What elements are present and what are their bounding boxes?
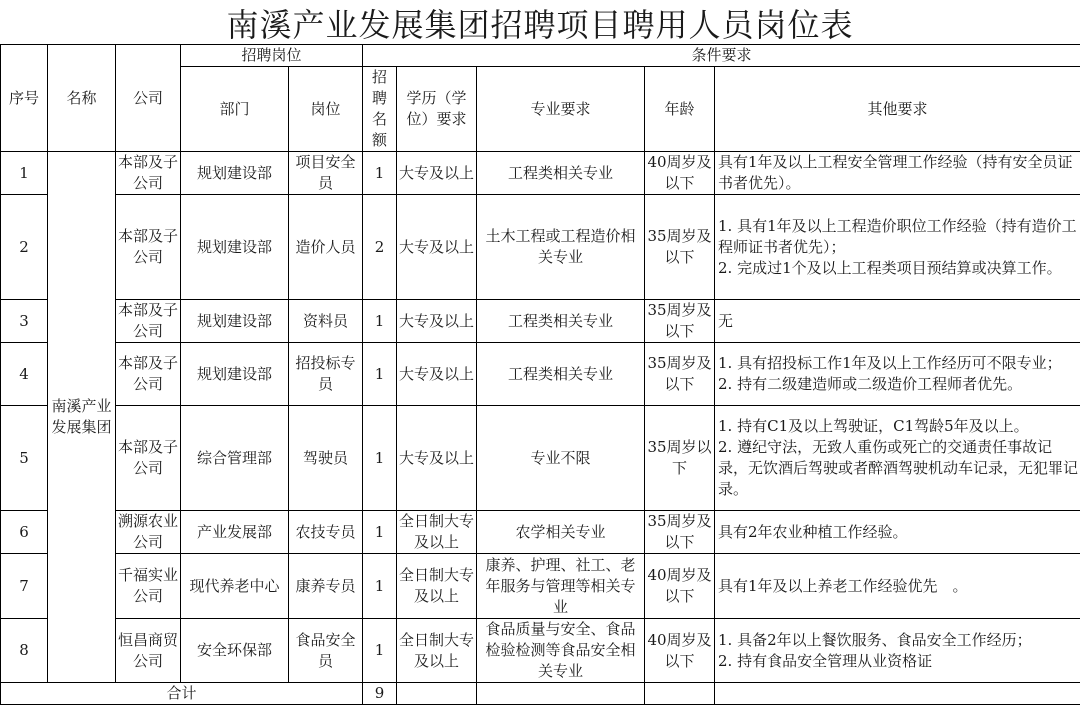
cell-count: 1 — [363, 300, 397, 343]
cell-post: 康养专员 — [289, 554, 363, 619]
cell-no: 3 — [1, 300, 48, 343]
cell-other — [715, 195, 1080, 300]
table-header — [1, 45, 1080, 152]
cell-age: 40周岁及以下 — [645, 554, 715, 619]
cell-other: 具有2年农业种植工作经验。 — [715, 511, 1080, 554]
cell-group-name: 南溪产业发展集团 — [48, 152, 116, 683]
total-value: 9 — [363, 683, 397, 705]
cell-other-text: 1. 具备2年以上餐饮服务、食品安全工作经历； 2. 持有食品安全管理从业资格证 — [718, 630, 1078, 672]
header-other: 其他要求 — [715, 67, 1080, 152]
cell-count: 1 — [363, 343, 397, 406]
cell-other — [715, 406, 1080, 511]
cell-major: 工程类相关专业 — [477, 300, 645, 343]
table-row — [1, 343, 1080, 406]
cell-dept: 规划建设部 — [181, 300, 289, 343]
cell-age: 35周岁及以下 — [645, 343, 715, 406]
header-company: 公司 — [116, 45, 181, 152]
cell-edu: 大专及以上 — [397, 195, 477, 300]
cell-company: 恒昌商贸公司 — [116, 619, 181, 683]
cell-company: 本部及子公司 — [116, 343, 181, 406]
cell-other: 无 — [715, 300, 1080, 343]
cell-age: 35周岁及以下 — [645, 195, 715, 300]
cell-post: 招投标专员 — [289, 343, 363, 406]
cell-no: 7 — [1, 554, 48, 619]
cell-post: 造价人员 — [289, 195, 363, 300]
table-row — [1, 406, 1080, 511]
table-row — [1, 300, 1080, 343]
cell-dept: 规划建设部 — [181, 152, 289, 195]
page-title: 南溪产业发展集团招聘项目聘用人员岗位表 — [0, 0, 1080, 46]
cell-count: 1 — [363, 511, 397, 554]
cell-edu: 大专及以上 — [397, 406, 477, 511]
header-edu: 学历（学位）要求 — [397, 67, 477, 152]
cell-no: 5 — [1, 406, 48, 511]
cell-company: 溯源农业公司 — [116, 511, 181, 554]
header-name: 名称 — [48, 45, 116, 152]
header-seq: 序号 — [1, 45, 48, 152]
cell-major: 农学相关专业 — [477, 511, 645, 554]
header-recruit-group: 招聘岗位 — [181, 45, 363, 67]
total-label: 合计 — [1, 683, 363, 705]
cell-dept: 规划建设部 — [181, 195, 289, 300]
cell-no: 6 — [1, 511, 48, 554]
cell-age: 40周岁及以下 — [645, 152, 715, 195]
total-empty — [397, 683, 477, 705]
cell-major: 土木工程或工程造价相关专业 — [477, 195, 645, 300]
cell-company: 千福实业公司 — [116, 554, 181, 619]
cell-count: 1 — [363, 406, 397, 511]
total-empty — [715, 683, 1080, 705]
total-empty — [477, 683, 645, 705]
cell-other: 具有1年及以上工程安全管理工作经验（持有安全员证书者优先）。 — [715, 152, 1080, 195]
table-row — [1, 511, 1080, 554]
cell-no: 4 — [1, 343, 48, 406]
cell-other — [715, 619, 1080, 683]
cell-edu: 大专及以上 — [397, 343, 477, 406]
cell-company: 本部及子公司 — [116, 300, 181, 343]
cell-count: 1 — [363, 619, 397, 683]
cell-edu: 全日制大专及以上 — [397, 511, 477, 554]
cell-no: 8 — [1, 619, 48, 683]
table-row — [1, 195, 1080, 300]
cell-company: 本部及子公司 — [116, 406, 181, 511]
cell-post: 驾驶员 — [289, 406, 363, 511]
cell-no: 2 — [1, 195, 48, 300]
cell-dept: 安全环保部 — [181, 619, 289, 683]
table-row — [1, 619, 1080, 683]
table-row — [1, 152, 1080, 195]
cell-age: 35周岁及以下 — [645, 300, 715, 343]
cell-dept: 综合管理部 — [181, 406, 289, 511]
cell-edu: 全日制大专及以上 — [397, 554, 477, 619]
cell-count: 1 — [363, 554, 397, 619]
cell-no: 1 — [1, 152, 48, 195]
cell-dept: 产业发展部 — [181, 511, 289, 554]
cell-age: 40周岁及以下 — [645, 619, 715, 683]
cell-major: 专业不限 — [477, 406, 645, 511]
cell-post: 资料员 — [289, 300, 363, 343]
cell-edu: 大专及以上 — [397, 152, 477, 195]
cell-dept: 现代养老中心 — [181, 554, 289, 619]
cell-company: 本部及子公司 — [116, 195, 181, 300]
total-row — [1, 683, 1080, 705]
cell-age: 35周岁及以下 — [645, 511, 715, 554]
cell-company: 本部及子公司 — [116, 152, 181, 195]
header-dept: 部门 — [181, 67, 289, 152]
cell-edu: 大专及以上 — [397, 300, 477, 343]
cell-major: 食品质量与安全、食品检验检测等食品安全相关专业 — [477, 619, 645, 683]
cell-major: 工程类相关专业 — [477, 152, 645, 195]
cell-major: 康养、护理、社工、老年服务与管理等相关专业 — [477, 554, 645, 619]
cell-count: 2 — [363, 195, 397, 300]
header-age: 年龄 — [645, 67, 715, 152]
cell-other-text: 1. 持有C1及以上驾驶证，C1驾龄5年及以上。 2. 遵纪守法，无致人重伤或死亡的交通责任事故记录，无饮酒后驾驶或者醉酒驾驶机动车记录，无犯罪记录。 — [718, 416, 1078, 500]
cell-post: 农技专员 — [289, 511, 363, 554]
header-major: 专业要求 — [477, 67, 645, 152]
cell-other-text: 1. 具有1年及以上工程造价职位工作经验（持有造价工程师证书者优先）； 2. 完成过1个及以上工程类项目预结算或决算工作。 — [718, 216, 1078, 279]
table-body — [1, 152, 1080, 705]
header-condition-group: 条件要求 — [363, 45, 1080, 67]
cell-other — [715, 343, 1080, 406]
total-empty — [645, 683, 715, 705]
cell-count: 1 — [363, 152, 397, 195]
cell-post: 食品安全员 — [289, 619, 363, 683]
table-row — [1, 554, 1080, 619]
cell-post: 项目安全员 — [289, 152, 363, 195]
cell-major: 工程类相关专业 — [477, 343, 645, 406]
cell-age: 35周岁以下 — [645, 406, 715, 511]
cell-dept: 规划建设部 — [181, 343, 289, 406]
cell-other: 具有1年及以上养老工作经验优先 。 — [715, 554, 1080, 619]
recruitment-table — [0, 44, 1080, 705]
header-post: 岗位 — [289, 67, 363, 152]
header-count: 招聘名额 — [363, 67, 397, 152]
cell-other-text: 1. 具有招投标工作1年及以上工作经历可不限专业； 2. 持有二级建造师或二级造价工程师者优先。 — [718, 353, 1078, 395]
cell-edu: 全日制大专及以上 — [397, 619, 477, 683]
